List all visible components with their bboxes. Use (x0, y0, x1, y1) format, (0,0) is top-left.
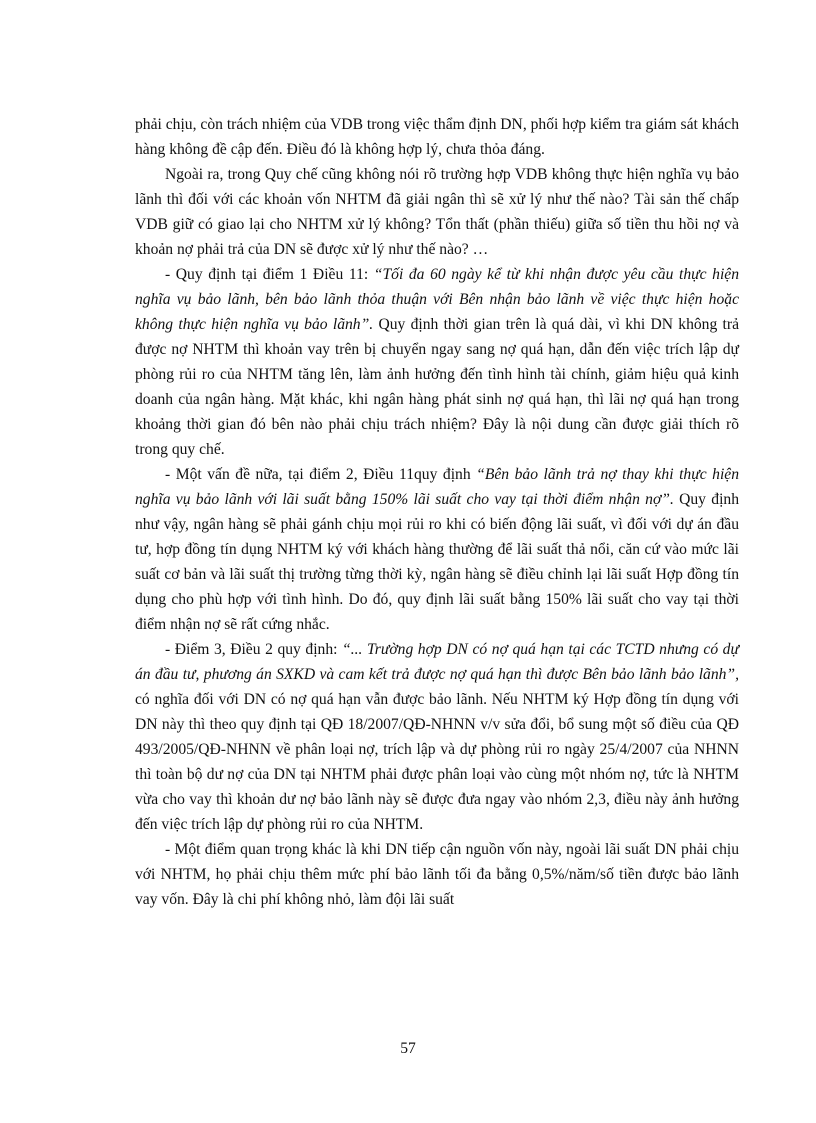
text-run: Quy định như vậy, ngân hàng sẽ phải gánh chịu mọi rủi ro khi có biến động lãi suất, vì đối với dự án đầu tư, hợp đồng tín dụng NHTM ký với khách hàng thường để lãi suất thả nổi, căn cứ vào mức lãi suất cơ bản và lãi suất thị trường từng thời kỳ, ngân hàng sẽ điều chỉnh lại lãi suất Hợp đồng tín dụng cho phù hợp với tình hình. Do đó, quy định lãi suất bằng 150% lãi suất cho vay tại thời điểm nhận nợ sẽ rất cứng nhắc. (135, 491, 739, 633)
paragraph-5 (135, 637, 739, 837)
paragraph-3 (135, 262, 739, 462)
text-run: Ngoài ra, trong Quy chế cũng không nói rõ trường hợp VDB không thực hiện nghĩa vụ bảo lãnh thì đối với các khoản vốn NHTM đã giải ngân thì sẽ xử lý như thế nào? Tài sản thế chấp VDB giữ có giao lại cho NHTM xử lý không? Tổn thất (phần thiếu) giữa số tiền thu hồi nợ và khoản nợ phải trả của DN sẽ được xử lý như thế nào? … (135, 166, 739, 258)
paragraph-2 (135, 162, 739, 262)
paragraph-4 (135, 462, 739, 637)
text-run: - Điểm 3, Điều 2 quy định: (165, 641, 343, 658)
quoted-regulation: “Bên bảo lãnh trả nợ thay khi thực hiện nghĩa vụ bảo lãnh với lãi suất bằng 150% lãi suất cho vay tại thời điểm nhận nợ”. (135, 466, 739, 508)
paragraph-1 (135, 112, 739, 162)
page-number: 57 (400, 1040, 416, 1057)
paragraph-6 (135, 837, 739, 912)
text-run: phải chịu, còn trách nhiệm của VDB trong việc thẩm định DN, phối hợp kiểm tra giám sát khách hàng không đề cập đến. Điều đó là không hợp lý, chưa thỏa đáng. (135, 116, 739, 158)
quoted-regulation: “Tối đa 60 ngày kể từ khi nhận được yêu cầu thực hiện nghĩa vụ bảo lãnh, bên bảo lãnh thỏa thuận với Bên nhận bảo lãnh về việc thực hiện hoặc không thực hiện nghĩa vụ bảo lãnh”. (135, 266, 739, 333)
text-run: - Quy định tại điểm 1 Điều 11: (165, 266, 374, 283)
text-run: có nghĩa đối với DN có nợ quá hạn vẫn được bảo lãnh. Nếu NHTM ký Hợp đồng tín dụng với DN này thì theo quy định tại QĐ 18/2007/QĐ-NHNN v/v sửa đổi, bổ sung một số điều của QĐ 493/2005/QĐ-NHNN về phân loại nợ, trích lập và dự phòng rủi ro ngày 25/4/2007 của NHNN thì toàn bộ dư nợ của DN tại NHTM phải được phân loại vào cùng một nhóm nợ, tức là NHTM vừa cho vay thì khoản dư nợ bảo lãnh này sẽ được đưa ngay vào nhóm 2,3, điều này ảnh hưởng đến việc trích lập dự phòng rủi ro của NHTM. (135, 691, 739, 833)
quoted-regulation: “... Trường hợp DN có nợ quá hạn tại các TCTD nhưng có dự án đầu tư, phương án SXKD và cam kết trả được nợ quá hạn thì được Bên bảo lãnh bảo lãnh”, (135, 641, 739, 683)
text-run: - Một điểm quan trọng khác là khi DN tiếp cận nguồn vốn này, ngoài lãi suất DN phải chịu với NHTM, họ phải chịu thêm mức phí bảo lãnh tối đa bằng 0,5%/năm/số tiền được bảo lãnh vay vốn. Đây là chi phí không nhỏ, làm đội lãi suất (135, 841, 739, 908)
text-run: Quy định thời gian trên là quá dài, vì khi DN không trả được nợ NHTM thì khoản vay trên bị chuyển ngay sang nợ quá hạn, dẫn đến việc trích lập dự phòng rủi ro của NHTM tăng lên, làm ảnh hưởng đến tình hình tài chính, giảm hiệu quả kinh doanh của ngân hàng. Mặt khác, khi ngân hàng phát sinh nợ quá hạn, thì lãi nợ quá hạn trong khoảng thời gian đó bên nào phải chịu trách nhiệm? Đây là nội dung cần được giải thích rõ trong quy chế. (135, 316, 739, 458)
text-run: - Một vấn đề nữa, tại điểm 2, Điều 11quy định (165, 466, 477, 483)
document-body (135, 112, 739, 912)
